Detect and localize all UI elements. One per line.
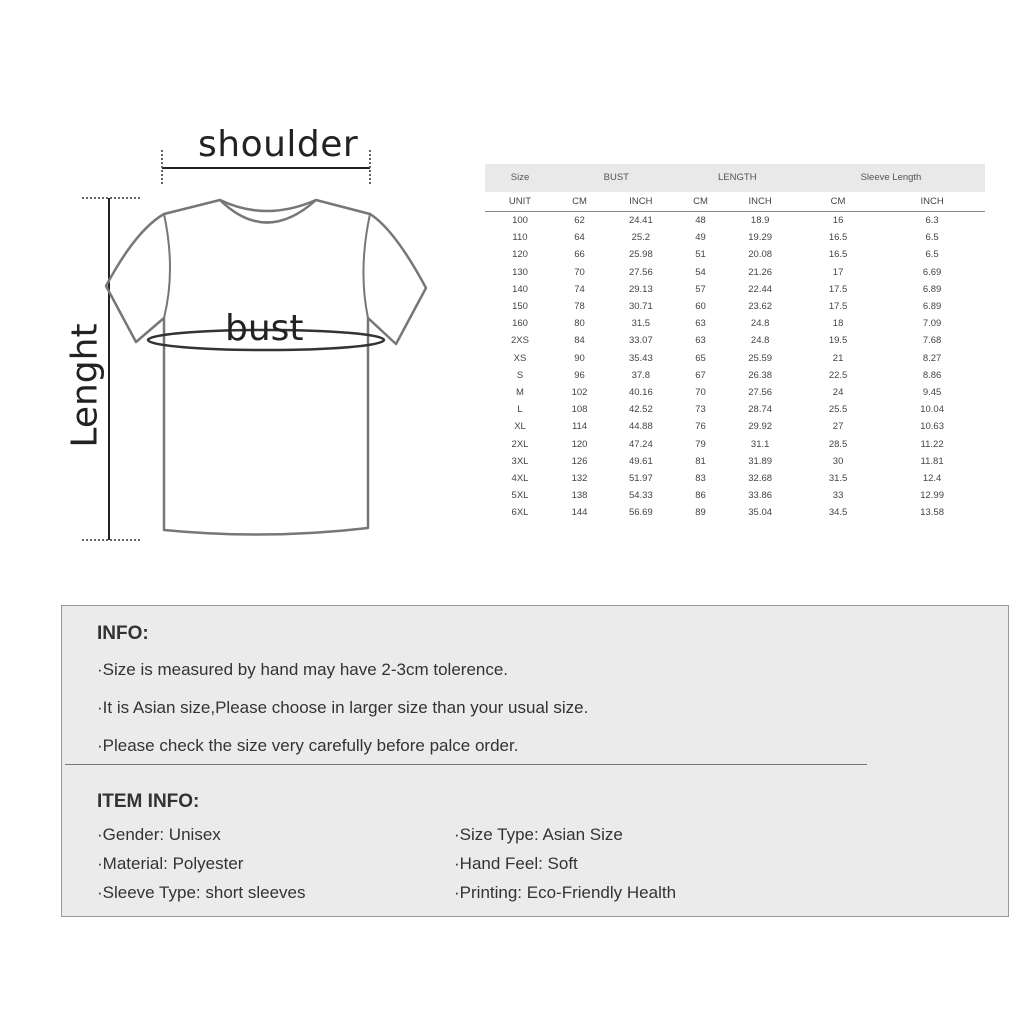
measurement-cell: 70 [574,266,585,278]
size-table-row [485,487,985,504]
measurement-cell: 74 [574,283,585,295]
measurement-cell: 21.26 [748,266,773,278]
measurement-cell: 37.8 [631,369,651,381]
measurement-cell: 63 [695,335,706,347]
size-table-row [485,264,985,281]
measurement-cell: 51 [695,249,706,261]
length-label: Lenght [64,323,106,448]
info-panel [61,605,1009,917]
size-cell: 2XS [511,335,529,347]
size-table-row [485,298,985,315]
measurement-cell: 29.92 [748,421,773,433]
measurement-cell: 8.86 [922,369,942,381]
size-cell: 150 [512,301,528,313]
measurement-cell: 64 [574,232,585,244]
measurement-cell: 6.5 [925,249,939,261]
size-table-group-header [485,164,985,192]
size-cell: 5XL [511,490,529,502]
measurement-cell: 19.5 [828,335,848,347]
measurement-cell: 11.22 [920,438,944,450]
size-table-unit-header [485,192,985,212]
item-info-title: ITEM INFO: [97,791,200,812]
measurement-cell: 24.8 [750,318,770,330]
size-cell: 2XL [511,438,529,450]
measurement-cell: 32.68 [748,473,773,485]
measurement-cell: 10.63 [920,421,944,433]
header-sleeve-length: Sleeve Length [797,164,985,192]
unit-header: UNIT [485,192,555,212]
measurement-cell: 42.52 [628,404,653,416]
measurement-cell: 27 [832,421,844,433]
size-table-row [485,504,985,521]
size-cell: 140 [512,283,528,295]
size-table-body [485,212,985,522]
measurement-cell: 30.71 [628,301,653,313]
size-table-row [485,470,985,487]
measurement-cell: 21 [832,352,844,364]
item-info-material: ·Material: Polyester [97,854,244,873]
measurement-cell: 31.5 [631,318,651,330]
info-line: ·Size is measured by hand may have 2-3cm tolerence. [97,660,509,679]
measurement-cell: 7.09 [922,318,942,330]
measurement-cell: 63 [695,318,706,330]
measurement-cell: 49.61 [628,455,653,467]
size-cell: 110 [512,232,528,244]
size-cell: S [516,369,524,381]
measurement-cell: 16 [832,215,844,226]
size-table-row [485,418,985,435]
measurement-cell: 67 [695,369,706,381]
unit-header: CM [797,192,879,212]
measurement-cell: 83 [695,473,706,485]
shoulder-label: shoulder [198,124,359,165]
size-table-row [485,212,985,230]
measurement-cell: 34.5 [828,507,848,519]
measurement-cell: 54 [695,266,706,278]
size-cell: L [517,404,523,416]
measurement-cell: 6.5 [925,232,939,244]
measurement-cell: 25.2 [631,232,651,244]
unit-header: CM [678,192,724,212]
measurement-cell: 47.24 [628,438,653,450]
measurement-cell: 16.5 [828,249,848,261]
tshirt-measurement-diagram [50,110,450,560]
measurement-cell: 12.4 [922,473,942,485]
unit-header: CM [555,192,604,212]
measurement-cell: 6.89 [922,283,942,295]
size-table-row [485,229,985,246]
measurement-cell: 25.59 [748,352,773,364]
measurement-cell: 31.1 [750,438,770,450]
measurement-cell: 11.81 [920,455,944,467]
measurement-cell: 56.69 [628,507,653,519]
size-cell: 100 [512,215,528,226]
measurement-cell: 19.29 [748,232,773,244]
size-cell: 130 [512,266,528,278]
size-table-row [485,246,985,263]
measurement-cell: 66 [574,249,585,261]
measurement-cell: 24 [832,387,844,399]
measurement-cell: 12.99 [920,490,944,502]
measurement-cell: 65 [695,352,706,364]
size-table-row [485,281,985,298]
measurement-cell: 22.5 [828,369,848,381]
measurement-cell: 78 [574,301,585,313]
size-table-row [485,315,985,332]
measurement-cell: 31.89 [748,455,773,467]
measurement-cell: 49 [695,232,706,244]
measurement-cell: 17 [832,266,844,278]
info-title: INFO: [97,623,149,644]
measurement-cell: 17.5 [828,283,848,295]
size-cell: XL [514,421,526,433]
measurement-cell: 90 [574,352,585,364]
size-table-row [485,384,985,401]
measurement-cell: 40.16 [628,387,653,399]
measurement-cell: 31.5 [828,473,848,485]
unit-header: INCH [723,192,797,212]
measurement-cell: 70 [695,387,706,399]
measurement-cell: 35.04 [748,507,773,519]
measurement-cell: 8.27 [922,352,942,364]
measurement-cell: 132 [571,473,588,485]
measurement-cell: 28.74 [748,404,773,416]
size-cell: XS [513,352,527,364]
bust-label: bust [225,308,304,349]
measurement-cell: 57 [695,283,706,295]
size-cell: 160 [512,318,528,330]
unit-header: INCH [879,192,985,212]
measurement-cell: 33.07 [628,335,653,347]
measurement-cell: 102 [571,387,588,399]
measurement-cell: 27.56 [748,387,773,399]
measurement-cell: 26.38 [748,369,773,381]
info-line: ·Please check the size very carefully before palce order. [97,736,519,755]
size-cell: 4XL [511,473,529,485]
measurement-cell: 18.9 [750,215,770,226]
measurement-cell: 114 [571,421,588,433]
measurement-cell: 30 [832,455,844,467]
measurement-cell: 13.58 [920,507,944,519]
item-info-size-type: ·Size Type: Asian Size [454,825,623,844]
measurement-cell: 6.89 [922,301,942,313]
size-cell: 120 [512,249,528,261]
measurement-cell: 54.33 [628,490,653,502]
measurement-cell: 18 [832,318,844,330]
measurement-cell: 79 [695,438,706,450]
panel-divider [65,764,867,765]
size-table-row [485,350,985,367]
unit-header: INCH [604,192,678,212]
measurement-cell: 29.13 [628,283,653,295]
header-size: Size [485,164,555,192]
measurement-cell: 73 [695,404,706,416]
measurement-cell: 81 [695,455,706,467]
measurement-cell: 24.41 [628,215,653,226]
size-table-row [485,436,985,453]
measurement-cell: 28.5 [828,438,848,450]
measurement-cell: 6.3 [925,215,939,226]
item-info-sleeve-type: ·Sleeve Type: short sleeves [97,883,306,902]
item-info-gender: ·Gender: Unisex [97,825,221,844]
measurement-cell: 25.5 [828,404,848,416]
size-table-row [485,453,985,470]
measurement-cell: 51.97 [628,473,653,485]
size-table-row [485,332,985,349]
measurement-cell: 144 [571,507,588,519]
measurement-cell: 24.8 [750,335,770,347]
measurement-cell: 6.69 [922,266,942,278]
size-table-row [485,367,985,384]
measurement-cell: 89 [695,507,706,519]
measurement-cell: 60 [695,301,706,313]
measurement-cell: 7.68 [922,335,942,347]
size-cell: M [516,387,524,399]
measurement-cell: 108 [571,404,588,416]
measurement-cell: 138 [571,490,588,502]
measurement-cell: 17.5 [828,301,848,313]
measurement-cell: 35.43 [628,352,653,364]
measurement-cell: 62 [574,215,585,226]
measurement-cell: 84 [574,335,585,347]
measurement-cell: 25.98 [628,249,653,261]
measurement-cell: 22.44 [748,283,773,295]
header-length: LENGTH [678,164,797,192]
measurement-cell: 20.08 [748,249,773,261]
measurement-cell: 86 [695,490,706,502]
measurement-cell: 33.86 [748,490,773,502]
measurement-cell: 96 [574,369,585,381]
measurement-cell: 33 [832,490,844,502]
measurement-cell: 80 [574,318,585,330]
measurement-cell: 120 [571,438,588,450]
measurement-cell: 44.88 [628,421,653,433]
size-chart-table [485,164,985,522]
header-bust: BUST [555,164,678,192]
measurement-cell: 76 [695,421,706,433]
size-cell: 3XL [511,455,529,467]
item-info-hand-feel: ·Hand Feel: Soft [454,854,578,873]
measurement-cell: 16.5 [828,232,848,244]
measurement-cell: 126 [571,455,588,467]
item-info-printing: ·Printing: Eco-Friendly Health [454,883,677,902]
info-line: ·It is Asian size,Please choose in larger size than your usual size. [97,698,589,717]
measurement-cell: 9.45 [922,387,942,399]
measurement-cell: 48 [695,215,706,226]
measurement-cell: 27.56 [628,266,653,278]
size-cell: 6XL [511,507,529,519]
measurement-cell: 23.62 [748,301,773,313]
size-table-row [485,401,985,418]
measurement-cell: 10.04 [920,404,944,416]
